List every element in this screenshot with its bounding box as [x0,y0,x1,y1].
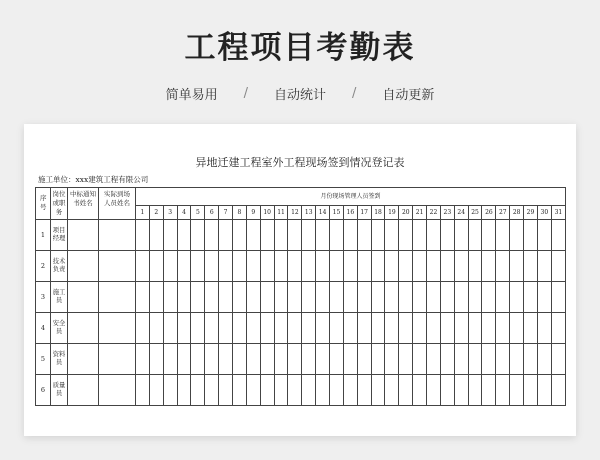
sign-in-cell[interactable] [149,344,163,375]
row-post: 项目经理 [51,220,68,251]
sign-in-cell[interactable] [219,282,233,313]
header-seq: 序号 [36,188,51,220]
day-header-cell: 30 [537,206,551,220]
row-bid-name-cell[interactable] [68,344,99,375]
sign-in-cell[interactable] [468,313,482,344]
header-actual-name: 实际到场人员姓名 [99,188,136,220]
sign-in-cell[interactable] [551,375,565,406]
sign-in-cell[interactable] [357,313,371,344]
sign-in-cell[interactable] [316,344,330,375]
sign-in-cell[interactable] [177,375,191,406]
sign-in-cell[interactable] [524,282,538,313]
sign-in-cell[interactable] [399,375,413,406]
sign-in-cell[interactable] [136,220,150,251]
sign-in-cell[interactable] [260,220,274,251]
sign-in-cell[interactable] [219,220,233,251]
construction-unit-line [38,174,148,185]
sign-in-cell[interactable] [427,251,441,282]
tag-auto-stat: 自动统计 [273,88,326,103]
sign-in-cell[interactable] [385,313,399,344]
sign-in-cell[interactable] [177,282,191,313]
sign-in-cell[interactable] [274,251,288,282]
sheet-title: 异地迁建工程室外工程现场签到情况登记表 [195,156,405,169]
sign-in-cell[interactable] [482,220,496,251]
sign-in-cell[interactable] [302,375,316,406]
sign-in-cell[interactable] [510,220,524,251]
sign-in-cell[interactable] [537,220,551,251]
day-header-cell: 13 [302,206,316,220]
sign-in-cell[interactable] [454,344,468,375]
sign-in-cell[interactable] [482,344,496,375]
sign-in-cell[interactable] [177,313,191,344]
sign-in-cell[interactable] [399,313,413,344]
sign-in-cell[interactable] [149,220,163,251]
sign-in-cell[interactable] [427,344,441,375]
row-actual-name-cell[interactable] [99,375,136,406]
sign-in-cell[interactable] [246,220,260,251]
sign-in-cell[interactable] [274,344,288,375]
tagline [0,84,600,103]
sign-in-cell[interactable] [330,251,344,282]
sign-in-cell[interactable] [440,313,454,344]
tag-separator: / [352,86,357,101]
sign-in-cell[interactable] [316,375,330,406]
row-seq: 5 [36,344,51,375]
sign-in-cell[interactable] [524,313,538,344]
sign-in-cell[interactable] [371,313,385,344]
sign-in-cell[interactable] [551,251,565,282]
sign-in-cell[interactable] [371,344,385,375]
sign-in-cell[interactable] [274,220,288,251]
sign-in-cell[interactable] [246,375,260,406]
sign-in-cell[interactable] [288,313,302,344]
day-header-cell: 24 [454,206,468,220]
sign-in-cell[interactable] [316,251,330,282]
day-header-cell: 25 [468,206,482,220]
sign-in-cell[interactable] [177,344,191,375]
sign-in-cell[interactable] [440,282,454,313]
row-bid-name-cell[interactable] [68,220,99,251]
sign-in-cell[interactable] [274,282,288,313]
row-actual-name-cell[interactable] [99,251,136,282]
sign-in-cell[interactable] [163,251,177,282]
day-header-cell: 8 [233,206,247,220]
sign-in-cell[interactable] [343,220,357,251]
day-header-cell: 20 [399,206,413,220]
sign-in-cell[interactable] [482,251,496,282]
row-seq: 3 [36,282,51,313]
sign-in-cell[interactable] [302,282,316,313]
sign-in-cell[interactable] [302,251,316,282]
tag-separator: / [243,86,248,101]
sign-in-cell[interactable] [191,251,205,282]
sign-in-cell[interactable] [524,220,538,251]
sign-in-cell[interactable] [191,313,205,344]
sign-in-cell[interactable] [551,220,565,251]
sign-in-cell[interactable] [399,282,413,313]
row-seq: 1 [36,220,51,251]
sign-in-cell[interactable] [233,344,247,375]
sign-in-cell[interactable] [440,344,454,375]
sign-in-cell[interactable] [302,344,316,375]
sign-in-cell[interactable] [537,251,551,282]
row-seq: 2 [36,251,51,282]
day-header-cell: 9 [246,206,260,220]
sign-in-cell[interactable] [482,282,496,313]
sign-in-cell[interactable] [537,313,551,344]
day-header-cell: 19 [385,206,399,220]
sign-in-cell[interactable] [136,282,150,313]
sign-in-cell[interactable] [205,251,219,282]
sign-in-cell[interactable] [343,313,357,344]
sign-in-cell[interactable] [357,375,371,406]
sign-in-cell[interactable] [274,375,288,406]
row-actual-name-cell[interactable] [99,220,136,251]
sign-in-cell[interactable] [330,282,344,313]
sign-in-cell[interactable] [330,375,344,406]
day-header-cell: 1 [136,206,150,220]
sign-in-cell[interactable] [316,282,330,313]
sign-in-cell[interactable] [136,375,150,406]
row-bid-name-cell[interactable] [68,375,99,406]
row-post: 施工员 [51,282,68,313]
sign-in-cell[interactable] [496,375,510,406]
header-sign-group: 月份现场管理人员签到 [136,188,566,206]
header-bid-name: 中标通知书姓名 [68,188,99,220]
sign-in-cell[interactable] [413,344,427,375]
sign-in-cell[interactable] [149,375,163,406]
sign-in-cell[interactable] [205,220,219,251]
tag-easy: 简单易用 [165,88,218,103]
sign-in-cell[interactable] [149,313,163,344]
unit-value: xxx建筑工程有限公司 [75,175,149,184]
sign-in-cell[interactable] [537,375,551,406]
sign-in-cell[interactable] [233,220,247,251]
day-header-cell: 14 [316,206,330,220]
sign-in-cell[interactable] [371,251,385,282]
sign-in-cell[interactable] [260,282,274,313]
sign-in-cell[interactable] [205,344,219,375]
sign-in-cell[interactable] [551,313,565,344]
table-row [36,220,566,251]
sign-in-cell[interactable] [427,375,441,406]
sign-in-cell[interactable] [219,251,233,282]
sign-in-cell[interactable] [288,344,302,375]
sign-in-cell[interactable] [136,251,150,282]
sign-in-cell[interactable] [191,220,205,251]
row-bid-name-cell[interactable] [68,282,99,313]
sign-in-cell[interactable] [454,313,468,344]
sign-in-cell[interactable] [385,282,399,313]
sign-in-cell[interactable] [537,282,551,313]
sign-in-cell[interactable] [233,375,247,406]
sign-in-cell[interactable] [371,282,385,313]
row-post: 质量员 [51,375,68,406]
day-header-cell: 23 [440,206,454,220]
day-header-cell: 17 [357,206,371,220]
day-header-cell: 5 [191,206,205,220]
sign-in-cell[interactable] [260,344,274,375]
page-title: 工程项目考勤表 [184,30,416,66]
day-header-cell: 3 [163,206,177,220]
sign-in-cell[interactable] [233,251,247,282]
sign-in-cell[interactable] [537,344,551,375]
day-header-cell: 7 [219,206,233,220]
sign-in-cell[interactable] [482,313,496,344]
sign-in-cell[interactable] [205,375,219,406]
day-header-cell: 10 [260,206,274,220]
sign-in-cell[interactable] [219,344,233,375]
row-actual-name-cell[interactable] [99,344,136,375]
sign-in-cell[interactable] [440,220,454,251]
sign-in-cell[interactable] [468,251,482,282]
sign-in-cell[interactable] [399,344,413,375]
sign-in-cell[interactable] [496,282,510,313]
day-header-cell: 4 [177,206,191,220]
sign-in-cell[interactable] [343,344,357,375]
sign-in-cell[interactable] [177,220,191,251]
day-header-cell: 15 [330,206,344,220]
sign-in-cell[interactable] [260,375,274,406]
sign-in-cell[interactable] [357,344,371,375]
sign-in-cell[interactable] [219,375,233,406]
sign-in-cell[interactable] [524,375,538,406]
sign-in-cell[interactable] [510,375,524,406]
sign-in-cell[interactable] [246,344,260,375]
sign-in-cell[interactable] [551,282,565,313]
sign-in-cell[interactable] [510,282,524,313]
sign-in-cell[interactable] [385,251,399,282]
day-header-cell: 18 [371,206,385,220]
row-actual-name-cell[interactable] [99,282,136,313]
sign-in-cell[interactable] [524,251,538,282]
day-header-cell: 22 [427,206,441,220]
sign-in-cell[interactable] [496,251,510,282]
sign-in-cell[interactable] [413,375,427,406]
sign-in-cell[interactable] [468,220,482,251]
sign-in-cell[interactable] [246,282,260,313]
sign-in-cell[interactable] [427,282,441,313]
day-header-cell: 16 [343,206,357,220]
sign-in-cell[interactable] [163,313,177,344]
day-header-cell: 6 [205,206,219,220]
row-bid-name-cell[interactable] [68,251,99,282]
sign-in-cell[interactable] [246,313,260,344]
sign-in-cell[interactable] [413,251,427,282]
sign-in-cell[interactable] [205,282,219,313]
sign-in-cell[interactable] [427,313,441,344]
sign-in-cell[interactable] [427,220,441,251]
row-bid-name-cell[interactable] [68,313,99,344]
table-row [36,375,566,406]
sign-in-cell[interactable] [136,313,150,344]
day-header-cell: 21 [413,206,427,220]
sign-in-cell[interactable] [288,375,302,406]
sign-in-cell[interactable] [288,220,302,251]
sign-in-cell[interactable] [191,344,205,375]
sign-in-cell[interactable] [288,251,302,282]
sign-in-cell[interactable] [399,220,413,251]
sign-in-cell[interactable] [482,375,496,406]
sign-in-cell[interactable] [357,251,371,282]
sign-in-cell[interactable] [399,251,413,282]
sign-in-cell[interactable] [246,251,260,282]
sign-in-cell[interactable] [302,313,316,344]
attendance-sheet [24,124,576,436]
sign-in-cell[interactable] [260,313,274,344]
sign-in-cell[interactable] [177,251,191,282]
sign-in-cell[interactable] [330,344,344,375]
sign-in-cell[interactable] [454,251,468,282]
row-post: 安全员 [51,313,68,344]
table-row [36,251,566,282]
sign-in-cell[interactable] [343,375,357,406]
sign-in-cell[interactable] [440,375,454,406]
sign-in-cell[interactable] [330,313,344,344]
sign-in-cell[interactable] [163,344,177,375]
sign-in-cell[interactable] [496,344,510,375]
sign-in-cell[interactable] [413,220,427,251]
sign-in-cell[interactable] [233,313,247,344]
sign-in-cell[interactable] [371,375,385,406]
sign-in-cell[interactable] [302,220,316,251]
sign-in-cell[interactable] [288,282,302,313]
sign-in-cell[interactable] [454,282,468,313]
sign-in-cell[interactable] [205,313,219,344]
sign-in-cell[interactable] [510,251,524,282]
sign-in-cell[interactable] [440,251,454,282]
sign-in-cell[interactable] [385,220,399,251]
row-seq: 4 [36,313,51,344]
sign-in-cell[interactable] [260,251,274,282]
sign-in-cell[interactable] [163,375,177,406]
table-row [36,313,566,344]
day-header-cell: 12 [288,206,302,220]
sign-in-cell[interactable] [343,251,357,282]
row-post: 资料员 [51,344,68,375]
sign-in-cell[interactable] [357,220,371,251]
day-header-cell: 29 [524,206,538,220]
sign-in-cell[interactable] [191,375,205,406]
sign-in-cell[interactable] [454,220,468,251]
table-row [36,344,566,375]
sign-in-cell[interactable] [343,282,357,313]
sign-in-cell[interactable] [468,282,482,313]
sign-in-cell[interactable] [385,344,399,375]
sign-in-cell[interactable] [233,282,247,313]
sign-in-cell[interactable] [413,313,427,344]
sign-in-cell[interactable] [413,282,427,313]
sign-in-cell[interactable] [371,220,385,251]
row-post: 技术负责 [51,251,68,282]
day-header-cell: 2 [149,206,163,220]
sign-in-cell[interactable] [551,344,565,375]
sign-in-cell[interactable] [510,344,524,375]
sign-in-cell[interactable] [316,313,330,344]
sign-in-cell[interactable] [454,375,468,406]
sign-in-cell[interactable] [385,375,399,406]
attendance-table [35,187,566,406]
day-header-cell: 11 [274,206,288,220]
sign-in-cell[interactable] [468,344,482,375]
row-actual-name-cell[interactable] [99,313,136,344]
sign-in-cell[interactable] [219,313,233,344]
sign-in-cell[interactable] [163,282,177,313]
sign-in-cell[interactable] [316,220,330,251]
row-seq: 6 [36,375,51,406]
sign-in-cell[interactable] [149,251,163,282]
sign-in-cell[interactable] [191,282,205,313]
day-header-cell: 31 [551,206,565,220]
sign-in-cell[interactable] [163,220,177,251]
day-header-cell: 28 [510,206,524,220]
sign-in-cell[interactable] [330,220,344,251]
day-header-cell: 26 [482,206,496,220]
sign-in-cell[interactable] [136,344,150,375]
header-post: 岗位或职务 [51,188,68,220]
sign-in-cell[interactable] [510,313,524,344]
sign-in-cell[interactable] [274,313,288,344]
unit-label: 施工单位： [38,175,76,184]
sign-in-cell[interactable] [468,375,482,406]
day-header-cell: 27 [496,206,510,220]
tag-auto-update: 自动更新 [382,88,435,103]
sign-in-cell[interactable] [524,344,538,375]
sign-in-cell[interactable] [357,282,371,313]
sign-in-cell[interactable] [496,313,510,344]
sign-in-cell[interactable] [149,282,163,313]
table-row [36,282,566,313]
sign-in-cell[interactable] [496,220,510,251]
